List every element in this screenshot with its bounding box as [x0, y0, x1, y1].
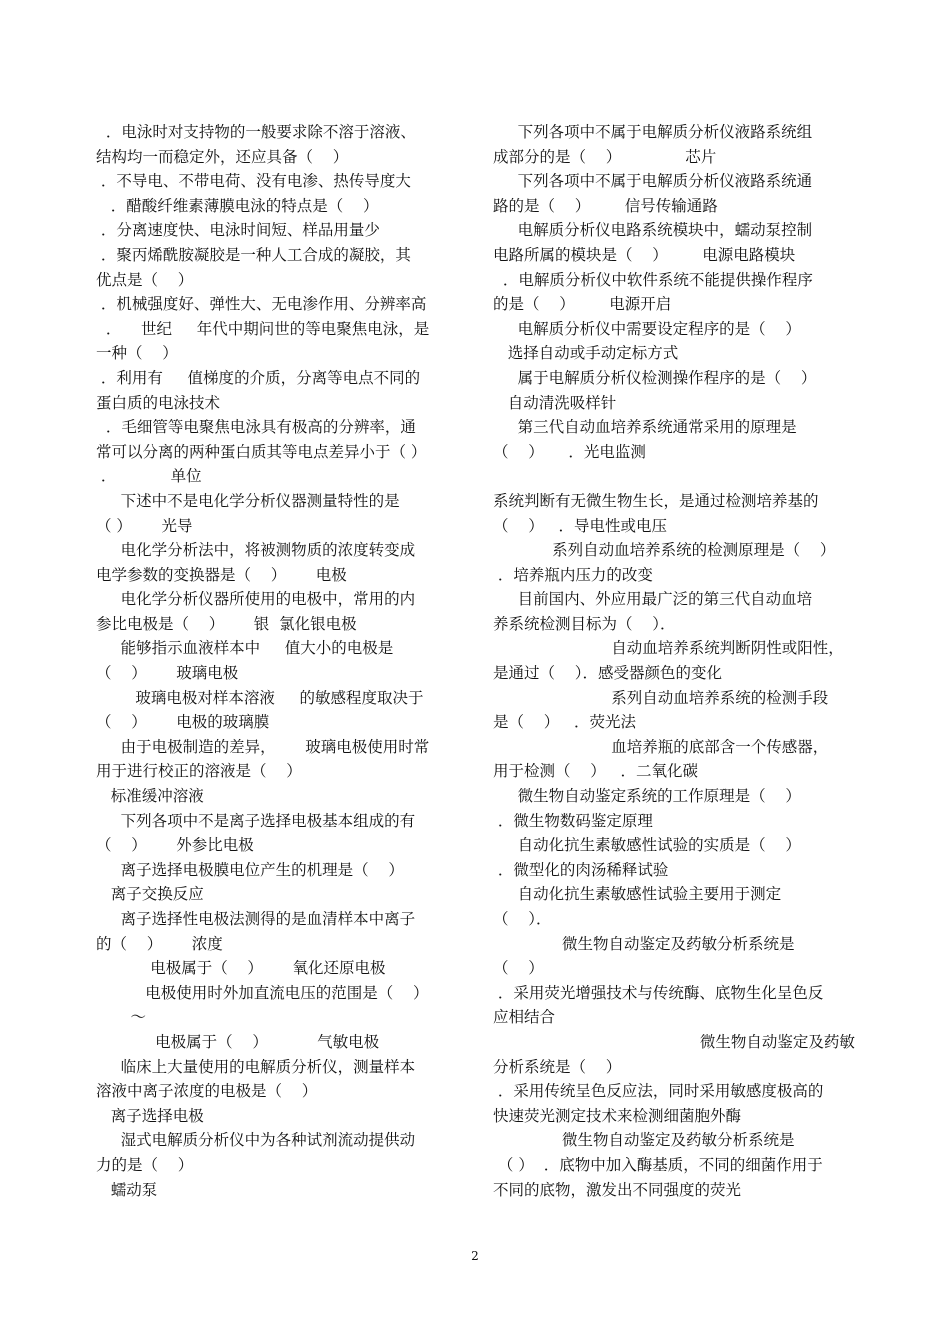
text-line: 微生物自动鉴定系统的工作原理是（ ）: [493, 787, 801, 806]
text-line: 蛋白质的电泳技术: [96, 393, 221, 412]
text-line: 能够指示血液样本中 值大小的电极是: [96, 639, 394, 658]
text-line: 的（ ） 浓度: [96, 934, 223, 953]
left-column: [96, 120, 458, 1202]
text-line: ．电解质分析仪中软件系统不能提供操作程序: [493, 270, 813, 289]
text-line: 电化学分析法中，将被测物质的浓度转变成: [96, 541, 416, 560]
text-line: 微生物自动鉴定及药敏: [493, 1032, 855, 1051]
text-line: （ ） ．光电监测: [493, 442, 646, 461]
text-line: 系列自动血培养系统的检测原理是（ ）: [493, 541, 836, 560]
text-line: ．微生物数码鉴定原理: [493, 811, 653, 830]
text-line: （ ） 光导: [96, 516, 193, 535]
text-line: ．机械强度好、弹性大、无电渗作用、分辨率高: [96, 295, 427, 314]
text-line: 用于进行校正的溶液是（ ）: [96, 762, 302, 781]
text-line: ．不导电、不带电荷、没有电渗、热传导度大: [96, 172, 411, 191]
text-line: （ ）: [493, 959, 544, 978]
text-line: 蠕动泵: [96, 1180, 158, 1199]
text-line: ．毛细管等电聚焦电泳具有极高的分辨率，通: [96, 418, 416, 437]
text-line: ．采用传统呈色反应法，同时采用敏感度极高的: [493, 1082, 824, 1101]
text-line: 离子选择电极: [96, 1106, 204, 1125]
text-line: 标准缓冲溶液: [96, 787, 204, 806]
text-line: 电路所属的模块是（ ） 电源电路模块: [493, 245, 796, 264]
text-line: 不同的底物，激发出不同强度的荧光: [493, 1180, 742, 1199]
text-line: （ ） ．底物中加入酶基质，不同的细菌作用于: [493, 1155, 823, 1174]
text-line: 下列各项中不属于电解质分析仪液路系统通: [493, 172, 813, 191]
text-line: 玻璃电极对样本溶液 的敏感程度取决于: [96, 688, 424, 707]
text-line: （ ）．: [493, 910, 552, 928]
text-line: 下述中不是电化学分析仪器测量特性的是: [96, 491, 400, 510]
text-line: 养系统检测目标为（ ）．: [493, 614, 676, 633]
text-line: 电极使用时外加直流电压的范围是（ ）: [96, 983, 429, 1002]
text-line: （ ） ．导电性或电压: [493, 516, 667, 535]
text-line: 离子选择性电极法测得的是血清样本中离子: [96, 910, 416, 928]
text-line: 成部分的是（ ） 芯片: [493, 147, 717, 166]
text-line: 自动清洗吸样针: [493, 393, 617, 412]
text-line: 的是（ ） 电源开启: [493, 295, 672, 314]
text-line: 湿式电解质分析仪中为各种试剂流动提供动: [96, 1131, 416, 1150]
text-line: 参比电极是（ ） 银 氯化银电极: [96, 614, 357, 633]
text-line: 自动血培养系统判断阴性或阳性，: [493, 639, 844, 658]
text-line: 临床上大量使用的电解质分析仪，测量样本: [96, 1057, 416, 1076]
text-line: ．聚丙烯酰胺凝胶是一种人工合成的凝胶，其: [96, 245, 411, 264]
text-line: 下列各项中不是离子选择电极基本组成的有: [96, 811, 416, 830]
text-line: 分析系统是（ ）: [493, 1057, 622, 1076]
text-line: 系列自动血培养系统的检测手段: [493, 688, 829, 707]
text-line: 第三代自动血培养系统通常采用的原理是: [493, 418, 797, 437]
text-line: 电解质分析仪中需要设定程序的是（ ）: [493, 319, 801, 338]
text-line: ．微型化的肉汤稀释试验: [493, 860, 669, 879]
text-line: 微生物自动鉴定及药敏分析系统是: [493, 934, 795, 953]
text-line: ．利用有 值梯度的介质，分离等电点不同的: [96, 368, 421, 387]
text-line: 结构均一而稳定外，还应具备（ ）: [96, 147, 349, 166]
text-line: 是（ ） ．荧光法: [493, 713, 636, 732]
text-line: 溶液中离子浓度的电极是（ ）: [96, 1082, 318, 1101]
text-line: ～: [96, 1008, 146, 1027]
text-line: 快速荧光测定技术来检测细菌胞外酶: [493, 1106, 742, 1125]
text-line: 离子选择电极膜电位产生的机理是（ ）: [96, 860, 404, 879]
text-line: ．醋酸纤维素薄膜电泳的特点是（ ）: [96, 196, 379, 215]
text-line: 路的是（ ） 信号传输通路: [493, 196, 718, 215]
text-line: 选择自动或手动定标方式: [493, 344, 679, 363]
text-line: 下列各项中不属于电解质分析仪液路系统组: [493, 123, 813, 141]
text-line: ． 单位: [96, 467, 202, 486]
text-line: ．分离速度快、电泳时间短、样品用量少: [96, 221, 380, 240]
text-line: 微生物自动鉴定及药敏分析系统是: [493, 1131, 795, 1150]
text-line: 属于电解质分析仪检测操作程序的是（ ）: [493, 368, 817, 387]
text-line: 是通过（ ）．感受器颜色的变化: [493, 664, 722, 683]
text-line: 用于检测（ ） ．二氧化碳: [493, 762, 698, 781]
text-line: ．采用荧光增强技术与传统酶、底物生化呈色反: [493, 983, 824, 1002]
text-line: [493, 464, 855, 489]
text-line: 目前国内、外应用最广泛的第三代自动血培: [493, 590, 813, 609]
text-line: 常可以分离的两种蛋白质其等电点差异小于（ ）: [96, 442, 427, 461]
text-line: 自动化抗生素敏感性试验的实质是（ ）: [493, 836, 801, 855]
text-line: 离子交换反应: [96, 885, 204, 904]
text-line: （ ） 电极的玻璃膜: [96, 713, 270, 732]
text-line: 电学参数的变换器是（ ） 电极: [96, 565, 347, 584]
text-line: 由于电极制造的差异， 玻璃电极使用时常: [96, 737, 430, 756]
text-line: ． 世纪 年代中期问世的等电聚焦电泳，是: [96, 319, 430, 338]
page-number: 2: [471, 1249, 479, 1263]
text-line: 力的是（ ）: [96, 1155, 194, 1174]
text-line: 应相结合: [493, 1008, 556, 1027]
text-line: 电极属于（ ） 氧化还原电极: [96, 959, 386, 978]
text-line: ．电泳时对支持物的一般要求除不溶于溶液、: [96, 123, 416, 141]
right-column: [493, 120, 855, 1202]
text-line: ．培养瓶内压力的改变: [493, 565, 653, 584]
text-line: 电解质分析仪电路系统模块中，蠕动泵控制: [493, 221, 813, 240]
text-line: 电极属于（ ） 气敏电极: [96, 1032, 380, 1051]
text-line: 系统判断有无微生物生长，是通过检测培养基的: [493, 491, 819, 510]
text-line: 优点是（ ）: [96, 270, 194, 289]
text-line: 自动化抗生素敏感性试验主要用于测定: [493, 885, 782, 904]
text-line: 电化学分析仪器所使用的电极中，常用的内: [96, 590, 416, 609]
text-line: （ ） 外参比电极: [96, 836, 254, 855]
text-line: （ ） 玻璃电极: [96, 664, 239, 683]
text-line: 血培养瓶的底部含一个传感器，: [493, 737, 829, 756]
text-line: 一种（ ）: [96, 344, 178, 363]
